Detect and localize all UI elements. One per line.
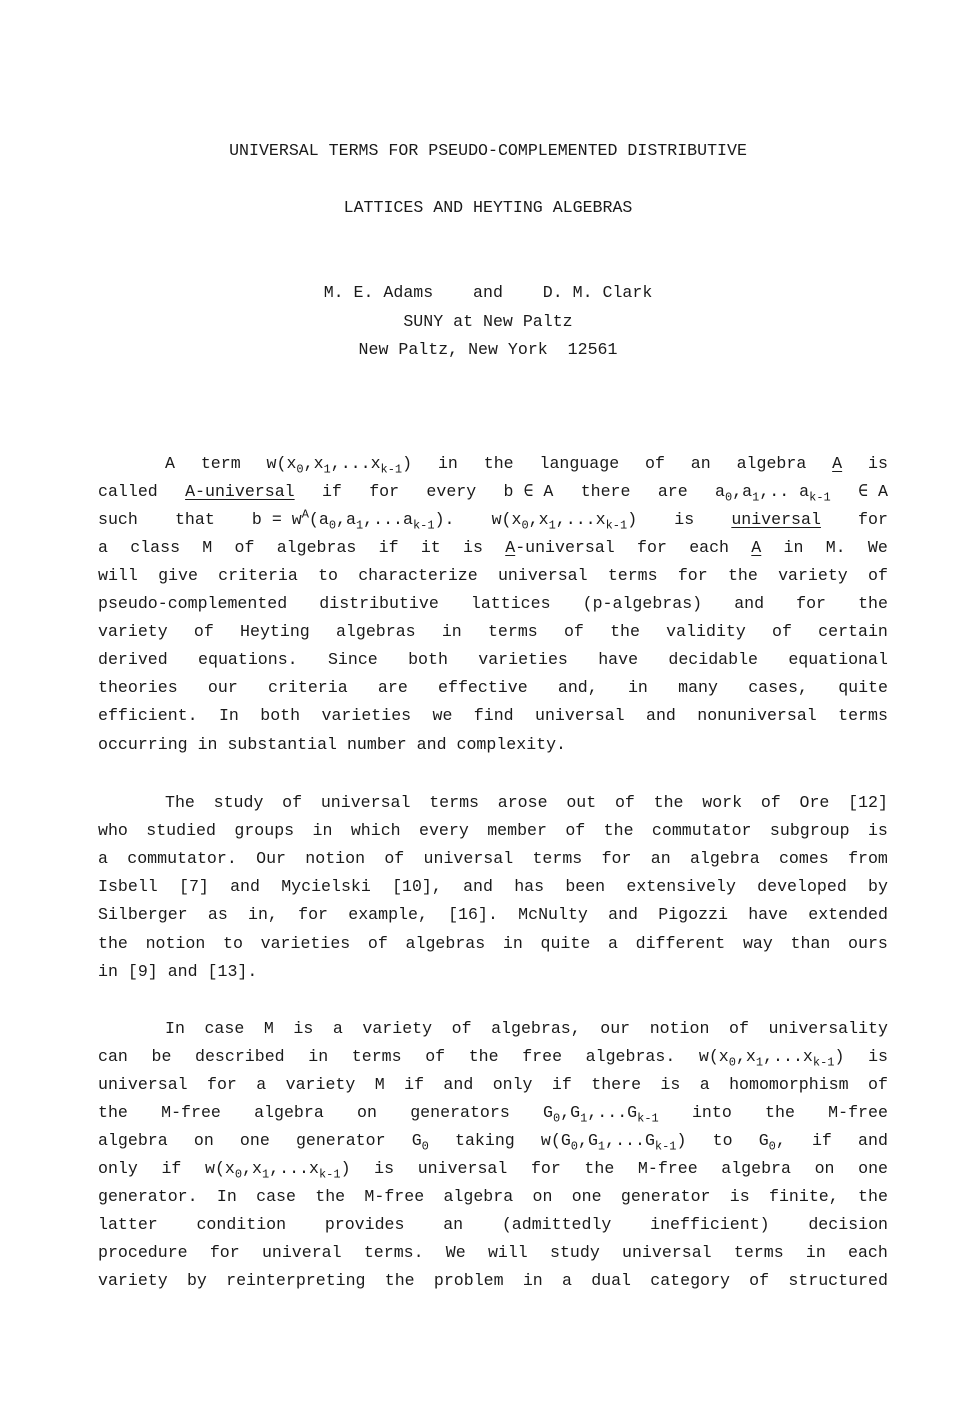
word: will — [487, 1243, 528, 1262]
word: algebra — [443, 1187, 514, 1206]
word: the — [727, 566, 758, 585]
word: groups — [234, 821, 295, 840]
word: criteria — [218, 566, 298, 585]
word: example, — [348, 905, 428, 924]
word: theories — [98, 678, 178, 697]
author-affiliation: SUNY at New Paltz — [403, 312, 573, 331]
word: commutator — [651, 821, 752, 840]
word: terms — [429, 793, 480, 812]
p3-line-2: can be described in terms of the free algebras. $w(x_0,x_1,...x_{k-1})$ is — [98, 1047, 888, 1070]
word: different — [635, 934, 726, 953]
p1-line-11: occurring in substantial number and complexity. — [98, 735, 567, 754]
word: extended — [808, 905, 888, 924]
word: notion — [649, 1019, 710, 1038]
word: quite — [838, 678, 888, 697]
word: many — [678, 678, 718, 697]
word: decision — [808, 1215, 888, 1234]
word: study — [550, 1243, 600, 1262]
word: each — [848, 1243, 888, 1262]
word: [10], — [392, 877, 442, 896]
word: give — [158, 566, 198, 585]
author-names: M. E. Adams and D. M. Clark — [323, 283, 653, 302]
word: M — [374, 1075, 385, 1094]
word: decidable — [668, 650, 759, 669]
word: (admittedly — [501, 1215, 612, 1234]
word: of — [868, 566, 888, 585]
word: notion — [145, 934, 206, 953]
p3-line-6: only if $w(x_0,x_1,...x_{k-1})$ is universal for the M-free algebra on one — [98, 1159, 888, 1182]
word: We — [445, 1243, 466, 1262]
word: subgroup — [769, 821, 850, 840]
word: a — [256, 1075, 267, 1094]
word: for — [298, 905, 328, 924]
word: studied — [146, 821, 216, 840]
word: In — [165, 1019, 185, 1038]
word: arose — [497, 793, 548, 812]
word: a — [332, 1019, 343, 1038]
word: of — [772, 622, 792, 641]
word: of — [749, 1271, 770, 1290]
word: of — [728, 1019, 749, 1038]
word: The — [165, 793, 195, 812]
word: is — [660, 1075, 681, 1094]
word: M — [263, 1019, 274, 1038]
word: notion — [305, 849, 366, 868]
word: algebras — [405, 934, 486, 953]
word: variety — [98, 622, 168, 641]
word: distributive — [319, 594, 439, 613]
word: than — [790, 934, 831, 953]
word: our — [600, 1019, 631, 1038]
word: In — [216, 1187, 237, 1206]
word: variety — [362, 1019, 433, 1038]
word: a — [699, 1075, 710, 1094]
word: on — [532, 1187, 553, 1206]
word: developed — [757, 877, 847, 896]
word: dual — [591, 1271, 632, 1290]
word: work — [702, 793, 743, 812]
word: for — [209, 1243, 240, 1262]
word: of — [563, 622, 584, 641]
title-line-2: LATTICES AND HEYTING ALGEBRAS — [343, 198, 633, 217]
word: of — [760, 793, 781, 812]
word: Heyting — [240, 622, 310, 641]
p1-line-8 — [98, 646, 888, 674]
word: Ore — [799, 793, 830, 812]
word: we — [432, 706, 453, 725]
word: and — [230, 877, 260, 896]
word: [12] — [848, 793, 888, 812]
word: Mycielski — [281, 877, 371, 896]
word: terms. — [363, 1243, 424, 1262]
word: is — [293, 1019, 314, 1038]
word: inefficient) — [650, 1215, 770, 1234]
word: of — [614, 793, 635, 812]
p3-line-4: the M-free algebra on generators $G_0,G_1,...G_{k-1}$ into the M-free — [98, 1103, 888, 1126]
word: variety — [285, 1075, 356, 1094]
word: characterize — [358, 566, 478, 585]
word: commutator. — [127, 849, 237, 868]
word: of — [867, 1075, 888, 1094]
p1-line-2: called A-universal if for every b ∈ A there are $a_0,a_1$,.. $a_{k-1}$ ∈ A — [98, 482, 888, 505]
word: to — [318, 566, 338, 585]
word: in — [441, 622, 462, 641]
word: comes — [778, 849, 829, 868]
word: an — [650, 849, 671, 868]
word: which — [350, 821, 401, 840]
p3-line-8 — [98, 1211, 888, 1239]
word: who — [98, 821, 128, 840]
word: equations. — [198, 650, 298, 669]
word: ours — [848, 934, 888, 953]
word: for — [601, 849, 632, 868]
p3-line-10 — [98, 1267, 888, 1295]
p3-line-7 — [98, 1183, 888, 1211]
word: In — [218, 706, 239, 725]
word: universal — [320, 793, 411, 812]
word: to — [223, 934, 243, 953]
p2-line-5 — [98, 901, 888, 929]
p3-line-9 — [98, 1239, 888, 1267]
word: Isbell — [98, 877, 158, 896]
word: universal — [622, 1243, 712, 1262]
p2-line-1 — [98, 789, 888, 817]
word: the — [858, 1187, 888, 1206]
word: member — [487, 821, 547, 840]
word: one — [571, 1187, 602, 1206]
word: of — [384, 849, 405, 868]
word: variety — [98, 1271, 168, 1290]
word: a — [607, 934, 618, 953]
word: [16]. — [448, 905, 498, 924]
word: of — [451, 1019, 472, 1038]
word: terms — [607, 566, 658, 585]
word: for — [796, 594, 827, 613]
word: derived — [98, 650, 168, 669]
p1-line-7 — [98, 618, 888, 646]
word: an — [443, 1215, 464, 1234]
word: McNulty — [518, 905, 588, 924]
word: the — [384, 1271, 415, 1290]
word: has — [514, 877, 545, 896]
word: the — [858, 594, 888, 613]
word: equational — [788, 650, 888, 669]
word: of — [282, 793, 303, 812]
word: pseudo-complemented — [98, 594, 288, 613]
word: every — [419, 821, 469, 840]
word: if — [551, 1075, 572, 1094]
word: efficient. — [98, 706, 198, 725]
word: our — [207, 678, 238, 697]
p2-line-6 — [98, 930, 888, 958]
word: homomorphism — [729, 1075, 849, 1094]
word: a — [98, 849, 108, 868]
word: is — [867, 821, 888, 840]
word: certain — [818, 622, 888, 641]
word: by — [868, 877, 888, 896]
word: as — [207, 905, 228, 924]
word: terms — [838, 706, 888, 725]
p3-line-1 — [98, 1015, 888, 1043]
word: universality — [768, 1019, 888, 1038]
p1-line-9 — [98, 674, 888, 702]
word: varieties — [321, 706, 412, 725]
p2-line-7: in [9] and [13]. — [98, 962, 258, 981]
word: in — [312, 821, 333, 840]
p1-line-10 — [98, 702, 888, 730]
p2-line-4 — [98, 873, 888, 901]
word: and — [646, 706, 676, 725]
word: [7] — [178, 877, 209, 896]
word: generator. — [98, 1187, 198, 1206]
word: procedure — [98, 1243, 188, 1262]
word: by — [186, 1271, 207, 1290]
word: provides — [324, 1215, 405, 1234]
p1-line-5 — [98, 562, 888, 590]
word: there — [591, 1075, 642, 1094]
word: only — [492, 1075, 533, 1094]
word: effective — [438, 678, 528, 697]
word: the — [315, 1187, 346, 1206]
word: way — [742, 934, 773, 953]
word: finite, — [769, 1187, 839, 1206]
word: cases, — [748, 678, 808, 697]
word: and — [608, 905, 638, 924]
word: condition — [196, 1215, 287, 1234]
p1-line-6 — [98, 590, 888, 618]
word: algebra — [689, 849, 760, 868]
word: of — [193, 622, 214, 641]
word: Our — [256, 849, 286, 868]
word: universal — [98, 1075, 188, 1094]
word: in — [522, 1271, 543, 1290]
word: validity — [666, 622, 746, 641]
word: of — [565, 821, 586, 840]
word: are — [377, 678, 408, 697]
p3-line-3 — [98, 1071, 888, 1099]
word: generator — [620, 1187, 711, 1206]
word: problem — [433, 1271, 504, 1290]
word: Since — [327, 650, 378, 669]
word: the — [610, 622, 640, 641]
word: universal — [423, 849, 514, 868]
word: both — [260, 706, 301, 725]
word: in, — [248, 905, 278, 924]
word: nonuniversal — [697, 706, 817, 725]
word: in — [805, 1243, 826, 1262]
word: in — [627, 678, 648, 697]
word: M-free — [364, 1187, 425, 1206]
word: reinterpreting — [226, 1271, 366, 1290]
p1-line-1: A term $w(x_0,x_1,...x_{k-1})$ in the language of an algebra A is — [165, 454, 888, 477]
word: case — [204, 1019, 245, 1038]
word: the — [98, 934, 128, 953]
word: if — [404, 1075, 425, 1094]
word: find — [473, 706, 514, 725]
word: both — [408, 650, 448, 669]
word: have — [598, 650, 639, 669]
word: universal — [535, 706, 625, 725]
word: univeral — [261, 1243, 342, 1262]
word: variety — [778, 566, 848, 585]
word: Silberger — [98, 905, 188, 924]
word: have — [748, 905, 789, 924]
word: study — [213, 793, 264, 812]
p3-line-5: algebra on one generator $G_0$ taking $w(G_0,G_1,...G_{k-1})$ to $G_0$, if and — [98, 1131, 888, 1154]
word: case — [256, 1187, 296, 1206]
word: for — [677, 566, 708, 585]
p1-line-4: a class M of algebras if it is A-universal for each A in M. We — [98, 538, 888, 557]
word: the — [653, 793, 684, 812]
word: and — [734, 594, 765, 613]
word: latter — [98, 1215, 158, 1234]
word: is — [729, 1187, 750, 1206]
word: a — [561, 1271, 572, 1290]
word: varieties — [478, 650, 568, 669]
word: of — [367, 934, 388, 953]
word: been — [565, 877, 606, 896]
word: quite — [540, 934, 591, 953]
word: lattices — [470, 594, 551, 613]
word: extensively — [626, 877, 736, 896]
p1-line-3: such that $b = w^A(a_0,a_1,...a_{k-1})$. $w(x_0,x_1,...x_{k-1})$ is universal for — [98, 507, 888, 533]
word: universal — [497, 566, 588, 585]
word: terms — [487, 622, 538, 641]
word: category — [650, 1271, 730, 1290]
title-line-1: UNIVERSAL TERMS FOR PSEUDO-COMPLEMENTED DISTRIBUTIVE — [229, 141, 747, 160]
word: (p-algebras) — [582, 594, 703, 613]
word: and — [463, 877, 493, 896]
word: terms — [733, 1243, 784, 1262]
word: structured — [788, 1271, 888, 1290]
word: algebras, — [491, 1019, 581, 1038]
word: and — [443, 1075, 474, 1094]
word: out — [566, 793, 597, 812]
word: terms — [532, 849, 583, 868]
p2-line-2 — [98, 817, 888, 845]
word: in — [502, 934, 523, 953]
word: criteria — [268, 678, 348, 697]
word: for — [207, 1075, 237, 1094]
p2-line-3 — [98, 845, 888, 873]
word: from — [848, 849, 888, 868]
word: algebras — [335, 622, 416, 641]
word: Pigozzi — [658, 905, 728, 924]
word: varieties — [260, 934, 351, 953]
word: will — [98, 566, 138, 585]
word: the — [603, 821, 634, 840]
word: and, — [557, 678, 598, 697]
author-address: New Paltz, New York 12561 — [358, 340, 618, 359]
